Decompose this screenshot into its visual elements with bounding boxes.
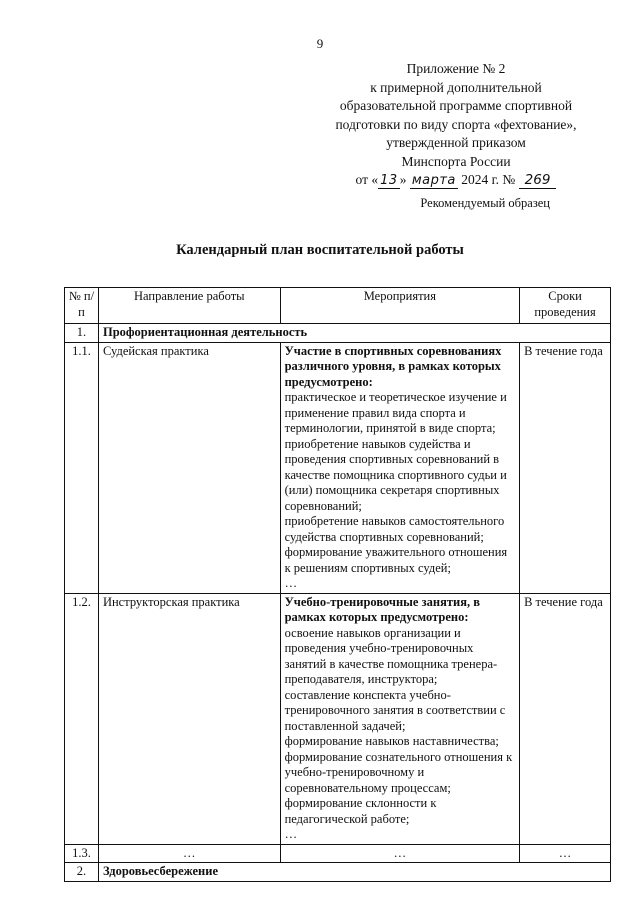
event-item: … [284,827,298,841]
order-date-line [306,171,606,191]
section-row [65,863,611,882]
event-item: приобретение навыков самостоятельного судейства спортивных соревнований; [284,514,505,544]
row-num: 1.1. [65,342,99,593]
row-direction: Инструкторская практика [98,593,280,844]
section-title: Профориентационная деятельность [98,324,610,343]
section-row [65,324,611,343]
plan-table [64,287,611,882]
event-item: практическое и теоретическое изучение и применение правил вида спорта и терминологии, принятой в виде спорта; [284,390,507,435]
row-num: 1.3. [65,844,99,863]
appendix-line: Приложение № 2 [406,61,506,76]
event-item: формирование навыков наставничества; [284,734,499,748]
section-num: 1. [65,324,99,343]
handwritten-month: марта [411,173,456,188]
event-item: освоение навыков организации и проведения учебно-тренировочных занятий в качестве помощника тренера-преподавателя, инструктора; [284,625,498,686]
year-text: 2024 г. № [461,172,516,187]
header-num: № п/п [65,288,99,324]
header-events: Мероприятия [280,288,519,324]
date-prefix: от « [355,172,379,187]
appendix-line: к примерной дополнительной [370,79,542,95]
event-item: составление конспекта учебно-тренировочного занятия в соответствии с поставленной задачей; [284,687,506,733]
row-terms: В течение года [520,342,611,593]
page-number: 9 [316,36,324,51]
row-events: … [280,844,519,863]
appendix-line: подготовки по виду спорта «фехтование», [335,116,577,132]
table-row [65,342,611,593]
appendix-line: утвержденной приказом [386,135,526,150]
recommended-label: Рекомендуемый образец [420,196,550,210]
handwritten-day: 13 [380,173,398,188]
event-item: формирование сознательного отношения к учебно-тренировочному и соревновательному процессам; [284,749,513,795]
row-direction: Судейская практика [98,342,280,593]
event-item: формирование склонности к педагогической работе; [284,796,437,826]
day-suffix: » [399,172,407,187]
section-num: 2. [65,863,99,882]
row-terms: В течение года [520,593,611,844]
appendix-line: образовательной программе спортивной [339,98,573,113]
row-events [280,593,519,844]
table-header-row [65,288,611,324]
row-direction: … [98,844,280,863]
table-row [65,593,611,844]
events-heading: Участие в спортивных соревнованиях различного уровня, в рамках которых предусмотрено: [284,343,502,389]
header-terms: Сроки проведения [520,288,611,324]
section-title: Здоровьесбережение [98,863,610,882]
event-item: … [284,576,298,590]
handwritten-order-number: 269 [519,172,557,189]
row-events [280,342,519,593]
appendix-line: Минспорта России [401,153,511,169]
appendix-block [306,60,606,191]
row-num: 1.2. [65,593,99,844]
row-terms: … [520,844,611,863]
table-row [65,844,611,863]
document-title: Календарный план воспитательной работы [176,242,464,258]
header-direction: Направление работы [98,288,280,324]
event-item: приобретение навыков судейства и проведения спортивных соревнований в качестве помощника спортивного судьи и (или) помощника секретаря спортивных соревнований; [284,436,507,513]
events-heading: Учебно-тренировочные занятия, в рамках которых предусмотрено: [284,594,480,624]
event-item: формирование уважительного отношения к решениям спортивных судей; [284,545,508,575]
